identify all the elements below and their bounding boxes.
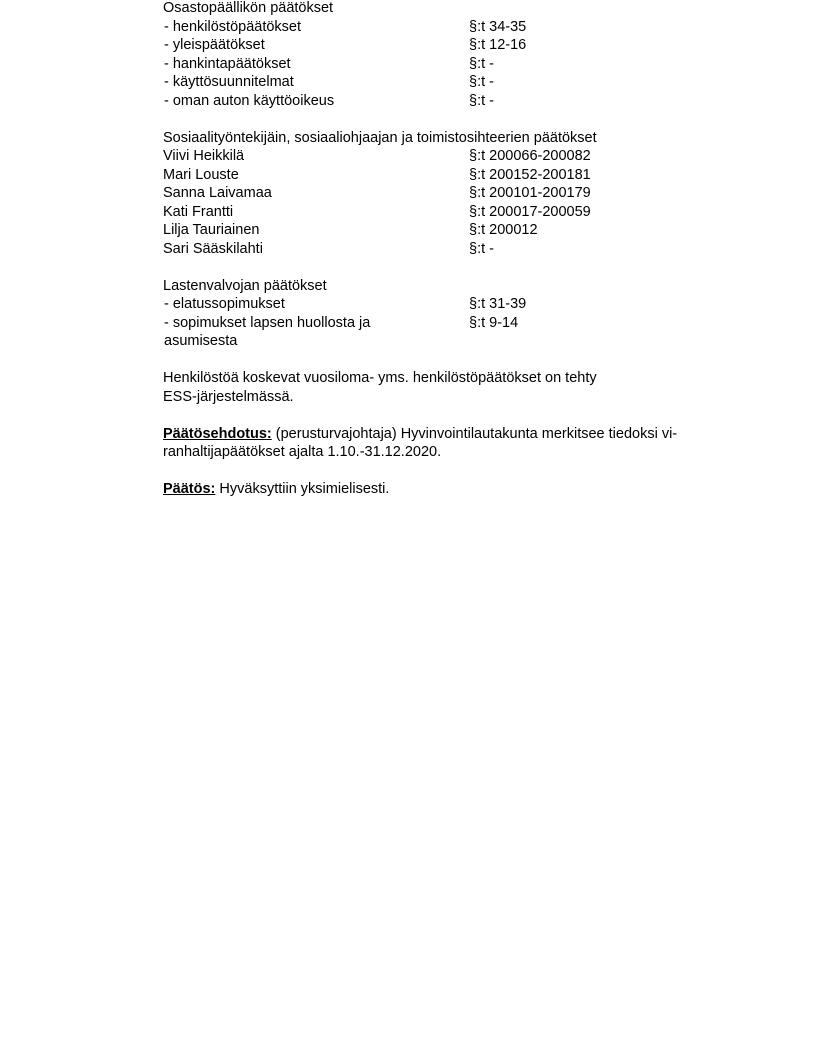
row-label: Viivi Heikkilä bbox=[163, 148, 245, 164]
proposal-text: (perusturvajohtaja) Hyvinvointilautakunta merkitsee tiedoksi vi- bbox=[271, 425, 678, 442]
row-value: §:t 200101-200179 bbox=[469, 185, 591, 201]
row-value: §:t 200066-200082 bbox=[469, 148, 591, 164]
decision-row bbox=[163, 295, 743, 314]
row-value: §:t 200152-200181 bbox=[469, 166, 591, 183]
row-value: §:t 200012 bbox=[469, 222, 538, 238]
row-label: Sanna Laivamaa bbox=[163, 185, 272, 201]
decision-row bbox=[163, 55, 743, 74]
row-value: §:t 34-35 bbox=[469, 18, 527, 35]
section-heading: Osastopäällikön päätökset bbox=[163, 0, 334, 16]
row-value: §:t - bbox=[469, 74, 494, 90]
row-label: - henkilöstöpäätökset bbox=[164, 18, 302, 35]
proposal-text-cont: ranhaltijapäätökset ajalta 1.10.-31.12.2020. bbox=[163, 444, 442, 460]
row-label-continuation: asumisesta bbox=[164, 333, 238, 349]
decision-row bbox=[163, 92, 743, 111]
decision-row bbox=[163, 184, 743, 203]
note-text: Henkilöstöä koskevat vuosiloma- yms. henkilöstöpäätökset on tehty bbox=[163, 370, 597, 386]
decision-row bbox=[163, 166, 743, 185]
decision-row bbox=[163, 314, 743, 333]
decision-paragraph bbox=[163, 480, 743, 499]
section-heading: Sosiaalityöntekijäin, sosiaaliohjaajan ja toimistosihteerien päätökset bbox=[163, 129, 597, 146]
decision-row bbox=[163, 73, 743, 92]
proposal-label: Päätösehdotus: bbox=[163, 425, 272, 442]
row-label: - sopimukset lapsen huollosta ja bbox=[164, 314, 371, 331]
row-label: Mari Louste bbox=[163, 166, 239, 183]
row-value: §:t 31-39 bbox=[469, 296, 527, 312]
proposal-paragraph bbox=[163, 425, 743, 444]
decision-label: Päätös: bbox=[163, 481, 216, 497]
decision-row bbox=[163, 36, 743, 55]
row-value: §:t 9-14 bbox=[469, 314, 519, 331]
row-value: §:t - bbox=[469, 240, 494, 257]
decision-row bbox=[163, 203, 743, 222]
document-body bbox=[163, 0, 743, 499]
row-label: - yleispäätökset bbox=[164, 37, 265, 53]
row-value: §:t 12-16 bbox=[469, 37, 527, 53]
row-value: §:t 200017-200059 bbox=[469, 203, 591, 220]
row-label: - oman auton käyttöoikeus bbox=[164, 92, 335, 109]
row-label: - käyttösuunnitelmat bbox=[164, 74, 294, 90]
decision-text: Hyväksyttiin yksimielisesti. bbox=[215, 481, 390, 497]
decision-row bbox=[163, 147, 743, 166]
decision-row bbox=[163, 18, 743, 37]
note-text: ESS-järjestelmässä. bbox=[163, 388, 294, 405]
row-value: §:t - bbox=[469, 92, 494, 109]
row-label: Sari Sääskilahti bbox=[163, 240, 263, 257]
row-label: Lilja Tauriainen bbox=[163, 222, 260, 238]
row-label: - elatussopimukset bbox=[164, 296, 285, 312]
decision-row bbox=[163, 240, 743, 259]
row-label: Kati Frantti bbox=[163, 203, 234, 220]
row-value: §:t - bbox=[469, 55, 494, 72]
section-heading: Lastenvalvojan päätökset bbox=[163, 277, 327, 294]
row-label: - hankintapäätökset bbox=[164, 55, 291, 72]
decision-row bbox=[163, 221, 743, 240]
